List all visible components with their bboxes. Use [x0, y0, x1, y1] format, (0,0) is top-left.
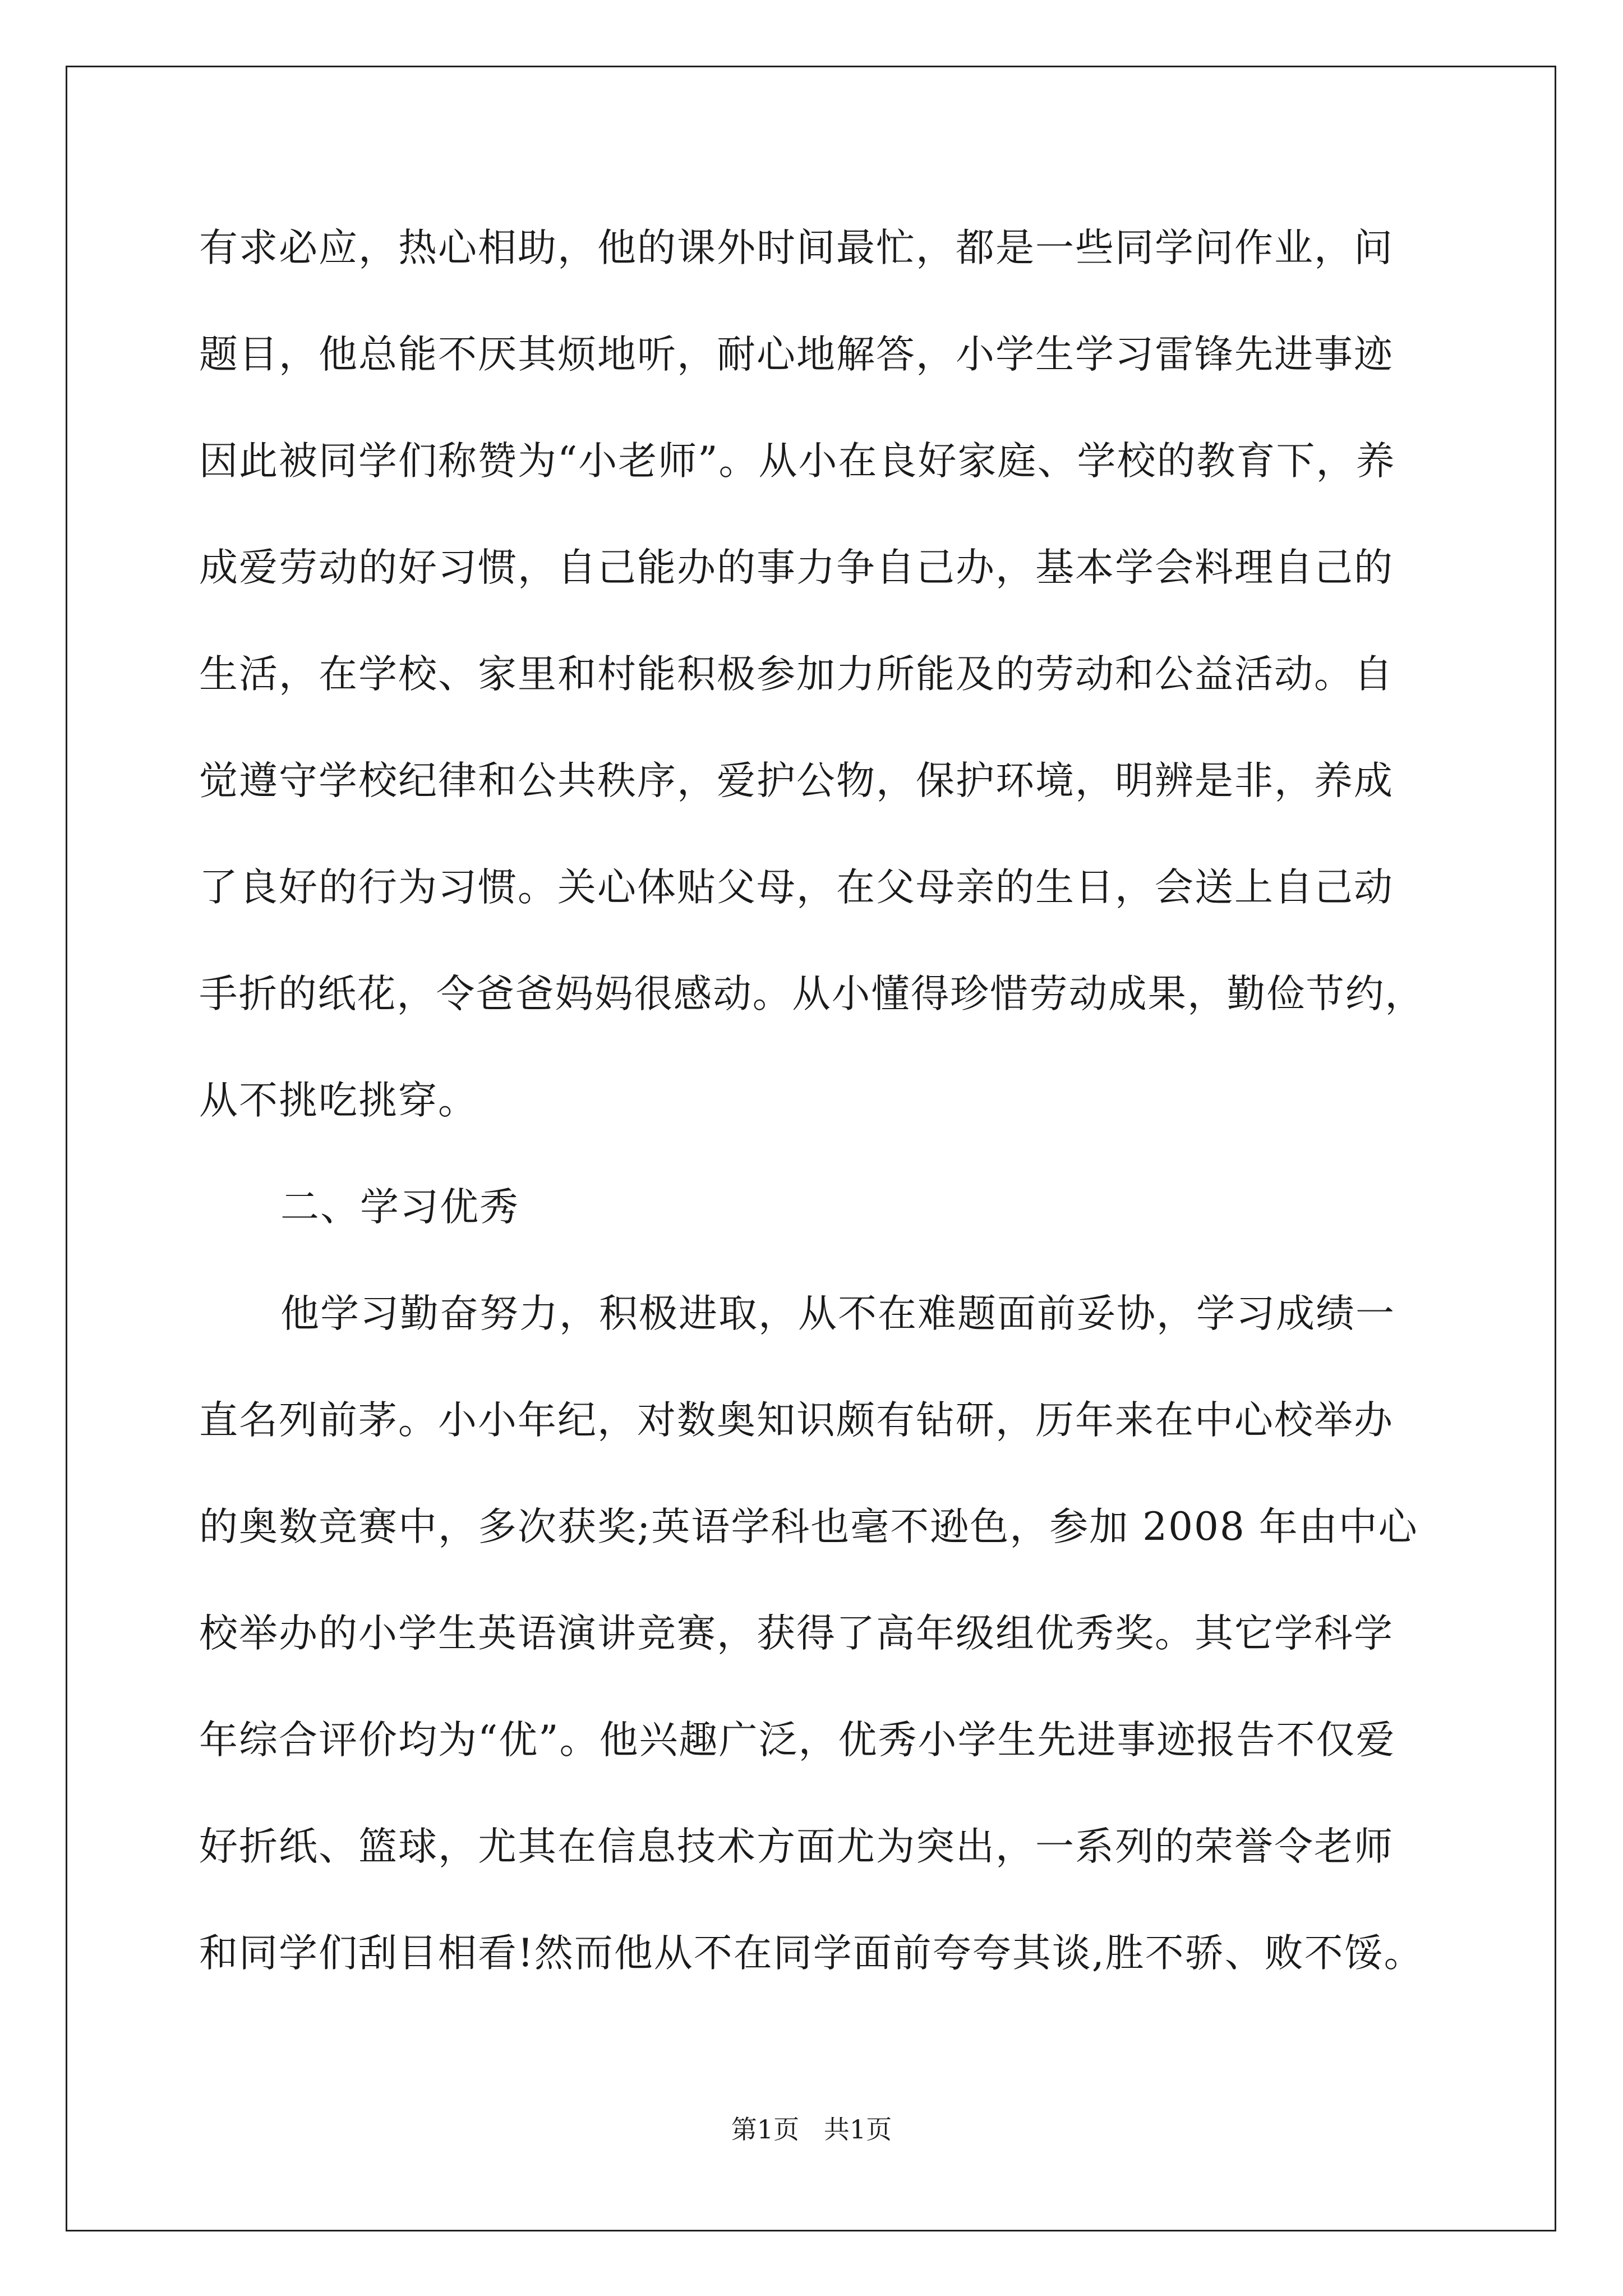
- text-line-12: 直名列前茅。小小年纪，对数奥知识颇有钻研，历年来在中心校举办: [199, 1398, 1394, 1443]
- text-line-14: 校举办的小学生英语演讲竞赛，获得了高年级组优秀奖。其它学科学: [199, 1611, 1394, 1656]
- page-border: [66, 66, 1556, 2231]
- page-footer: 第1页 共1页: [731, 2114, 892, 2145]
- text-line-5: 生活，在学校、家里和村能积极参加力所能及的劳动和公益活动。自: [199, 652, 1394, 697]
- text-line-15: 年综合评价均为“优”。他兴趣广泛，优秀小学生先进事迹报告不仅爱: [199, 1718, 1396, 1763]
- text-line-3: 因此被同学们称赞为“小老师”。从小在良好家庭、学校的教育下，养: [199, 439, 1396, 484]
- text-line-7: 了良好的行为习惯。关心体贴父母，在父母亲的生日，会送上自己动: [199, 865, 1394, 910]
- text-line-16: 好折纸、篮球，尤其在信息技术方面尤为突出，一系列的荣誉令老师: [199, 1824, 1394, 1869]
- text-line-17: 和同学们刮目相看!然而他从不在同学面前夸夸其谈,胜不骄、败不馁。: [199, 1931, 1424, 1976]
- text-line-4: 成爱劳动的好习惯，自己能办的事力争自己办，基本学会料理自己的: [199, 545, 1394, 590]
- text-line-6: 觉遵守学校纪律和公共秩序，爱护公物，保护环境，明辨是非，养成: [199, 758, 1394, 803]
- text-line-8: 手折的纸花，令爸爸妈妈很感动。从小懂得珍惜劳动成果，勤俭节约，: [199, 972, 1424, 1016]
- section-heading: 二、学习优秀: [280, 1185, 519, 1230]
- text-line-13: 的奥数竞赛中，多次获奖;英语学科也毫不逊色，参加 2008 年由中心: [199, 1504, 1418, 1549]
- text-line-11: 他学习勤奋努力，积极进取，从不在难题面前妥协，学习成绩一: [280, 1291, 1395, 1336]
- text-line-2: 题目，他总能不厌其烦地听，耐心地解答，小学生学习雷锋先进事迹: [199, 332, 1394, 377]
- text-line-9: 从不挑吃挑穿。: [199, 1078, 478, 1123]
- text-line-1: 有求必应，热心相助，他的课外时间最忙，都是一些同学问作业，问: [199, 226, 1394, 270]
